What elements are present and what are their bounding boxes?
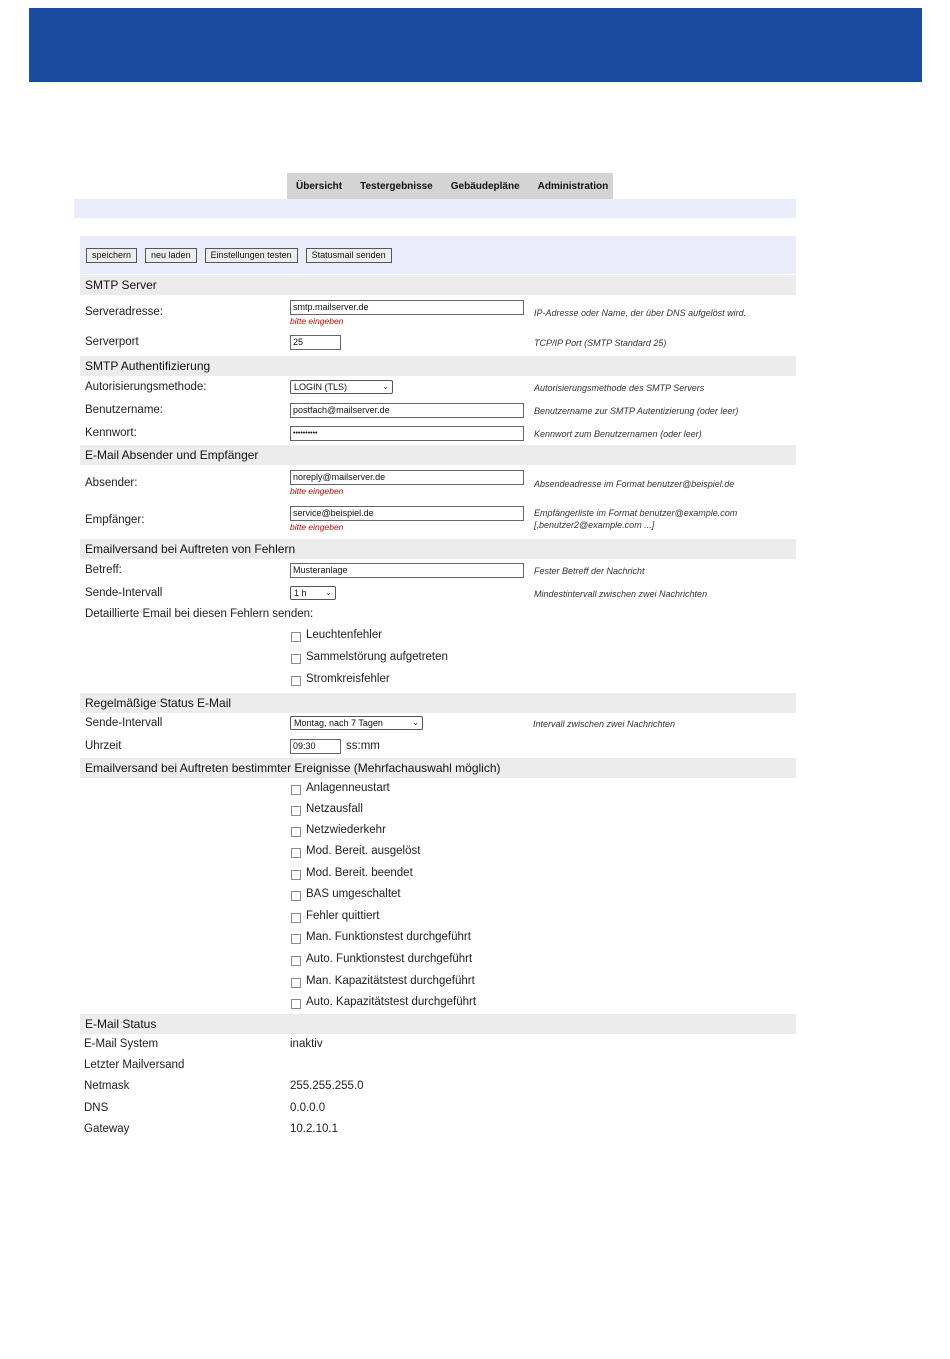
- status-row-label: E-Mail System: [84, 1038, 159, 1050]
- row-auth-method: [80, 376, 796, 399]
- checkbox[interactable]: [291, 806, 301, 816]
- tab-test-results[interactable]: Testergebnisse: [360, 180, 433, 192]
- checkbox[interactable]: [291, 913, 301, 923]
- row-detail-label: [80, 605, 796, 626]
- event-option-row: [80, 884, 796, 906]
- row-password: [80, 422, 796, 445]
- event-option-label: Mod. Bereit. ausgelöst: [306, 845, 421, 857]
- detail-mail-label: Detaillierte Email bei diesen Fehlern senden:: [85, 608, 314, 620]
- status-interval-label: Sende-Intervall: [85, 717, 163, 729]
- status-interval-select[interactable]: [290, 716, 423, 730]
- section-smtp-auth: SMTP Authentifizierung: [80, 356, 796, 376]
- chevron-down-icon: ⌄: [325, 588, 332, 597]
- error-option-label: Stromkreisfehler: [306, 673, 390, 685]
- tab-building-plans[interactable]: Gebäudepläne: [450, 180, 520, 192]
- event-option-row: [80, 841, 796, 863]
- tab-administration[interactable]: Administration: [537, 180, 609, 192]
- username-label: Benutzername:: [85, 404, 163, 416]
- row-recipient: [80, 502, 796, 539]
- event-option-label: Mod. Bereit. beendet: [306, 867, 413, 879]
- event-option-label: Man. Kapazitätstest durchgeführt: [306, 975, 475, 987]
- checkbox[interactable]: [291, 785, 301, 795]
- test-settings-button[interactable]: Einstellungen testen: [205, 248, 298, 263]
- reload-button[interactable]: neu laden: [145, 248, 197, 263]
- row-subject: [80, 559, 796, 582]
- time-unit: ss:mm: [346, 740, 380, 752]
- subject-hint: Fester Betreff der Nachricht: [534, 566, 645, 576]
- error-interval-label: Sende-Intervall: [85, 587, 163, 599]
- status-row-label: Gateway: [84, 1123, 130, 1135]
- recipient-input[interactable]: service@beispiel.de: [290, 506, 524, 521]
- row-username: [80, 399, 796, 422]
- error-option-row: [80, 648, 796, 670]
- password-input[interactable]: ••••••••••: [290, 426, 524, 441]
- section-status-mail: Regelmäßige Status E-Mail: [80, 693, 796, 713]
- send-statusmail-button[interactable]: Statusmail senden: [306, 248, 392, 263]
- save-button[interactable]: speichern: [86, 248, 137, 263]
- checkbox[interactable]: [291, 654, 301, 664]
- server-port-label: Serverport: [85, 336, 139, 348]
- auth-method-label: Autorisierungsmethode:: [85, 381, 207, 393]
- checkbox[interactable]: [291, 934, 301, 944]
- sub-nav-bar: [74, 199, 796, 218]
- event-option-row: [80, 863, 796, 884]
- event-option-row: [80, 906, 796, 927]
- event-option-label: BAS umgeschaltet: [306, 888, 401, 900]
- recipient-hint: Empfängerliste im Format benutzer@example.com: [534, 508, 738, 518]
- recipient-hint-list: [,benutzer2@example.com ...]: [534, 520, 655, 530]
- event-option-row: [80, 927, 796, 949]
- event-option-row: [80, 820, 796, 841]
- checkbox[interactable]: [291, 676, 301, 686]
- chevron-down-icon: ⌄: [382, 382, 389, 391]
- status-row: [80, 1098, 796, 1119]
- status-row: [80, 1119, 796, 1141]
- section-event-mail: Emailversand bei Auftreten bestimmter Ereignisse (Mehrfachauswahl möglich): [80, 758, 796, 778]
- error-option-label: Sammelstörung aufgetreten: [306, 651, 448, 663]
- recipient-error: bitte eingeben: [290, 522, 344, 532]
- section-email-status: E-Mail Status: [80, 1014, 796, 1034]
- event-option-label: Netzwiederkehr: [306, 824, 386, 836]
- server-address-error: bitte eingeben: [290, 316, 344, 326]
- sender-input[interactable]: noreply@mailserver.de: [290, 470, 524, 485]
- section-sender-recipient: E-Mail Absender und Empfänger: [80, 445, 796, 465]
- checkbox[interactable]: [291, 848, 301, 858]
- subject-input[interactable]: Musteranlage: [290, 563, 524, 578]
- status-row: [80, 1076, 796, 1098]
- main-nav: [287, 173, 613, 199]
- checkbox[interactable]: [291, 956, 301, 966]
- auth-method-hint: Autorisierungsmethode des SMTP Servers: [534, 383, 705, 393]
- status-row: [80, 1034, 796, 1055]
- checkbox[interactable]: [291, 891, 301, 901]
- section-error-mail: Emailversand bei Auftreten von Fehlern: [80, 539, 796, 559]
- event-option-row: [80, 992, 796, 1014]
- row-time: [80, 735, 796, 758]
- row-server-address: [80, 295, 796, 335]
- status-row-label: DNS: [84, 1102, 109, 1114]
- checkbox[interactable]: [291, 978, 301, 988]
- status-row-value: 10.2.10.1: [290, 1123, 338, 1135]
- sender-error: bitte eingeben: [290, 486, 344, 496]
- event-option-row: [80, 778, 796, 799]
- section-smtp-server: SMTP Server: [80, 275, 796, 295]
- recipient-label: Empfänger:: [85, 514, 145, 526]
- event-option-label: Auto. Kapazitätstest durchgeführt: [306, 996, 477, 1008]
- event-option-label: Netzausfall: [306, 803, 363, 815]
- error-interval-value: 1 h: [294, 588, 307, 598]
- subject-label: Betreff:: [85, 564, 122, 576]
- event-option-label: Anlagenneustart: [306, 782, 390, 794]
- error-interval-select[interactable]: [290, 586, 336, 600]
- row-status-interval: [80, 713, 796, 735]
- status-row-label: Letzter Mailversand: [84, 1059, 185, 1071]
- password-hint: Kennwort zum Benutzernamen (oder leer): [534, 429, 702, 439]
- status-interval-value: Montag, nach 7 Tagen: [294, 718, 383, 728]
- event-option-label: Man. Funktionstest durchgeführt: [306, 931, 471, 943]
- auth-method-value: LOGIN (TLS): [294, 382, 348, 392]
- event-option-row: [80, 971, 796, 992]
- chevron-down-icon: ⌄: [412, 718, 419, 727]
- status-row-value: 0.0.0.0: [290, 1102, 326, 1114]
- row-error-interval: [80, 582, 796, 605]
- password-label: Kennwort:: [85, 427, 137, 439]
- settings-form: [80, 236, 796, 1141]
- header-banner: [29, 8, 922, 82]
- status-row-label: Netmask: [84, 1080, 130, 1092]
- status-interval-hint: Intervall zwischen zwei Nachrichten: [533, 719, 676, 729]
- event-option-label: Fehler quittiert: [306, 910, 380, 922]
- server-port-hint: TCP/IP Port (SMTP Standard 25): [534, 338, 667, 348]
- checkbox[interactable]: [291, 870, 301, 880]
- row-server-port: [80, 335, 796, 356]
- event-option-row: [80, 949, 796, 971]
- sender-label: Absender:: [85, 477, 138, 489]
- status-row: [80, 1055, 796, 1076]
- tab-overview[interactable]: Übersicht: [296, 180, 343, 192]
- auth-method-select[interactable]: [290, 380, 393, 394]
- event-option-row: [80, 799, 796, 820]
- row-sender: [80, 465, 796, 502]
- server-address-input[interactable]: smtp.mailserver.de: [290, 300, 524, 315]
- sender-hint: Absendeadresse im Format benutzer@beispiel.de: [534, 479, 735, 489]
- error-option-row: [80, 670, 796, 693]
- username-hint: Benutzername zur SMTP Autentizierung (oder leer): [534, 406, 739, 416]
- status-row-value: 255.255.255.0: [290, 1080, 364, 1092]
- toolbar: [80, 236, 796, 274]
- username-input[interactable]: postfach@mailserver.de: [290, 403, 524, 418]
- server-port-input[interactable]: 25: [290, 335, 341, 350]
- error-option-row: [80, 626, 796, 648]
- server-address-hint: IP-Adresse oder Name, der über DNS aufgelöst wird.: [534, 308, 747, 318]
- status-row-value: inaktiv: [290, 1038, 323, 1050]
- error-interval-hint: Mindestintervall zwischen zwei Nachrichten: [534, 589, 708, 599]
- time-label: Uhrzeit: [85, 740, 122, 752]
- checkbox[interactable]: [291, 999, 301, 1009]
- server-address-label: Serveradresse:: [85, 306, 163, 318]
- event-option-label: Auto. Funktionstest durchgeführt: [306, 953, 473, 965]
- checkbox[interactable]: [291, 827, 301, 837]
- error-option-label: Leuchtenfehler: [306, 629, 383, 641]
- time-input[interactable]: 09:30: [290, 739, 341, 754]
- checkbox[interactable]: [291, 632, 301, 642]
